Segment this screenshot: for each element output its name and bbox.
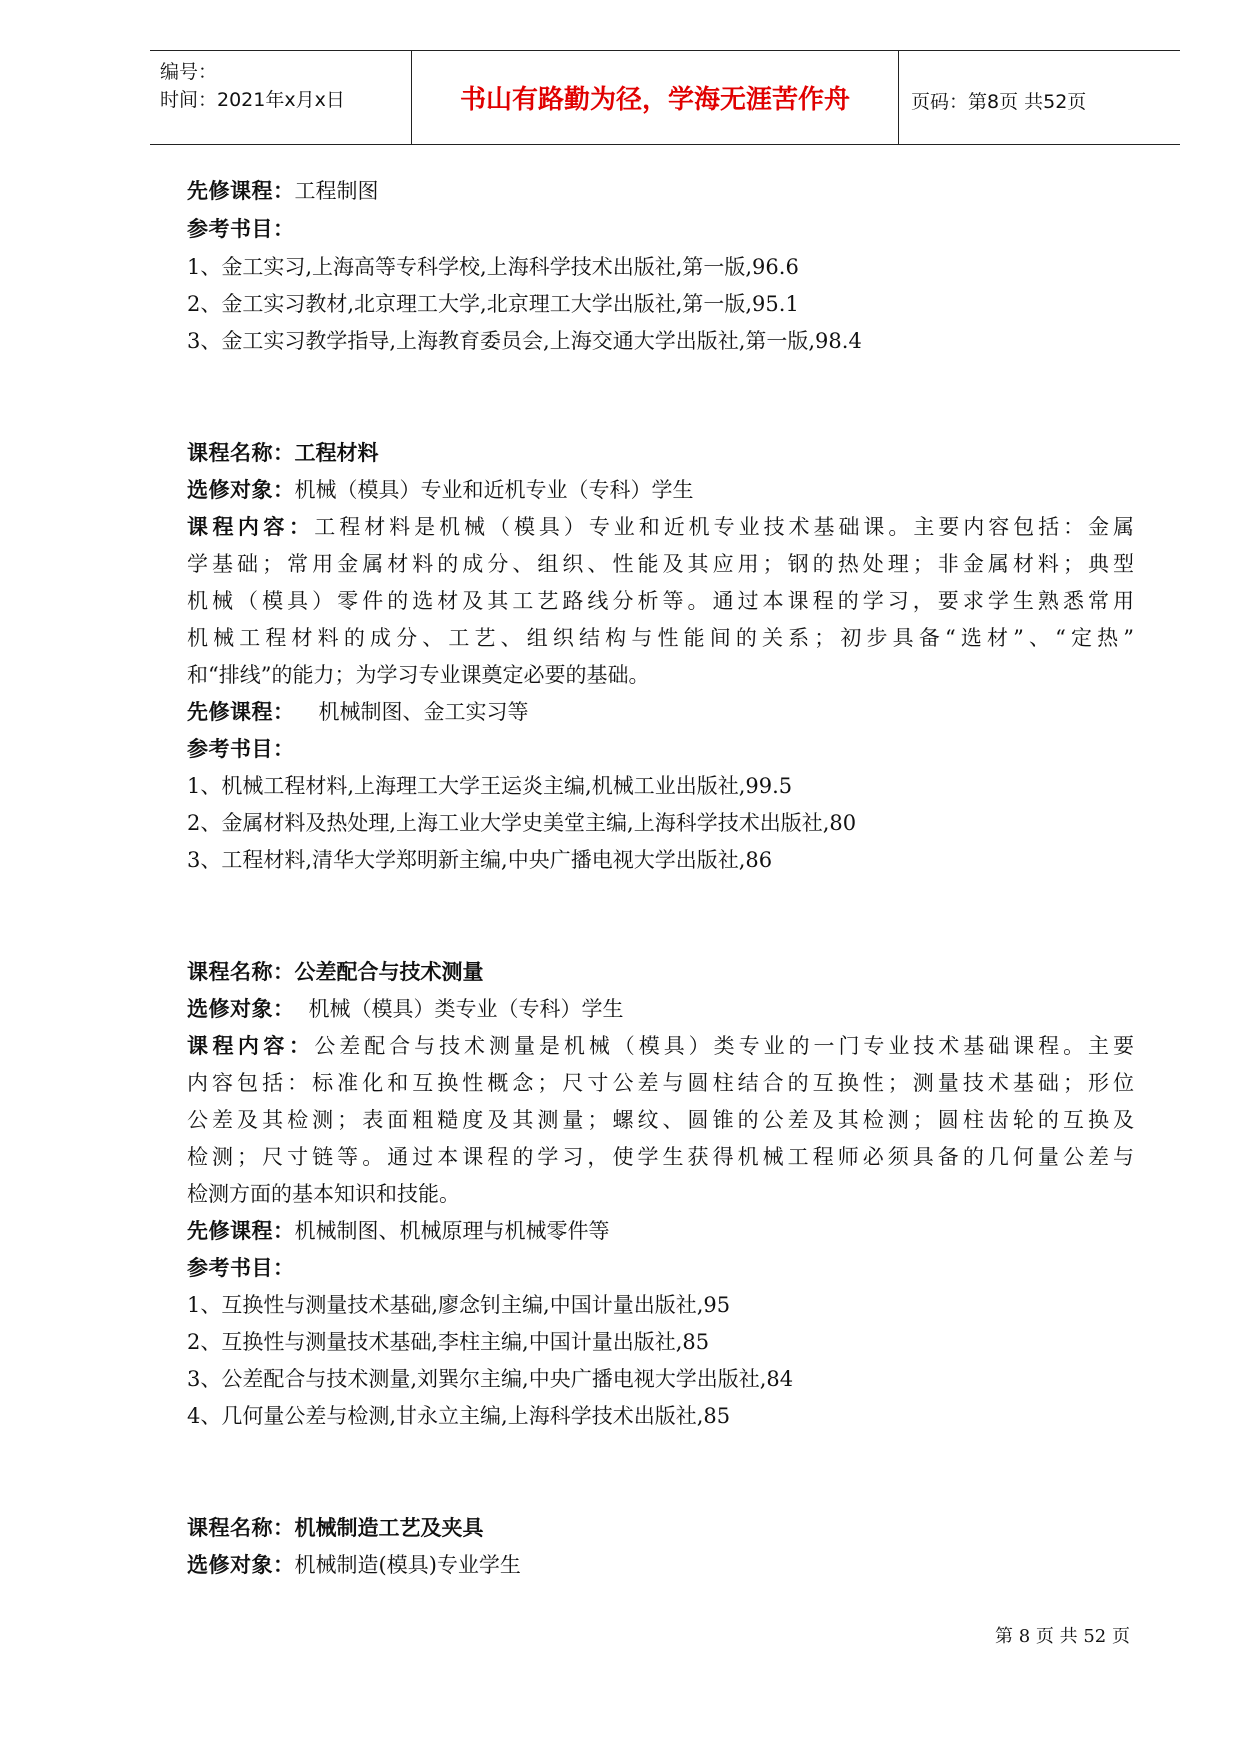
header-page-info: 页码：第8页 共52页 [911,91,1087,113]
prereq-value: 工程制图 [294,179,379,203]
target-label: 选修对象： [187,997,295,1021]
content-line: 公差及其检测；表面粗糙度及其测量；螺纹、圆锥的公差及其检测；圆柱齿轮的互换及 [187,1108,1134,1132]
course-name-value: 机械制造工艺及夹具 [294,1516,484,1540]
refs-label: 参考书目： [187,217,295,241]
page-footer: 第 8 页 共 52 页 [995,1626,1130,1647]
prereq-line [187,176,379,206]
target-label: 选修对象： [187,1553,295,1577]
course-name-value: 公差配合与技术测量 [294,960,484,984]
ref-item: 1、机械工程材料,上海理工大学王运炎主编,机械工业出版社,99.5 [187,774,793,798]
header-meta-cell [150,51,412,144]
content-line [187,1031,1134,1061]
content-label: 课程内容： [187,515,315,539]
prereq-value: 机械制图、金工实习等 [318,700,529,724]
document-time-label: 时间：2021年x月x日 [160,89,345,111]
page-header [150,50,1180,145]
header-motto: 书山有路勤为径，学海无涯苦作舟 [459,85,850,115]
course-name-line [187,1513,484,1543]
header-motto-cell [412,51,899,144]
refs-label: 参考书目： [187,1256,295,1280]
prereq-value: 机械制图、机械原理与机械零件等 [294,1219,610,1243]
target-line [187,475,694,505]
target-value: 机械（模具）类专业（专科）学生 [308,997,624,1021]
course-name-label: 课程名称： [187,960,295,984]
refs-label-line [187,214,295,244]
course-name-line [187,438,379,468]
content-line: 检测；尺寸链等。通过本课程的学习，使学生获得机械工程师必须具备的几何量公差与 [187,1145,1134,1169]
prereq-line [187,1216,610,1246]
refs-label: 参考书目： [187,737,295,761]
ref-item: 2、互换性与测量技术基础,李柱主编,中国计量出版社,85 [187,1330,710,1354]
content-line: 内容包括：标准化和互换性概念；尺寸公差与圆柱结合的互换性；测量技术基础；形位 [187,1071,1134,1095]
content-line [187,512,1134,542]
ref-item: 1、互换性与测量技术基础,廖念钊主编,中国计量出版社,95 [187,1293,731,1317]
target-value: 机械（模具）专业和近机专业（专科）学生 [294,478,694,502]
content-line: 机械工程材料的成分、工艺、组织结构与性能间的关系；初步具备“选材”、“定热” [187,626,1134,650]
refs-label-line [187,1253,295,1283]
ref-item: 3、金工实习教学指导,上海教育委员会,上海交通大学出版社,第一版,98.4 [187,329,862,353]
document-number-label: 编号： [160,61,218,83]
content-line: 学基础；常用金属材料的成分、组织、性能及其应用；钢的热处理；非金属材料；典型 [187,552,1134,576]
course-name-value: 工程材料 [294,441,379,465]
ref-item: 3、公差配合与技术测量,刘巽尔主编,中央广播电视大学出版社,84 [187,1367,794,1391]
target-value: 机械制造(模具)专业学生 [294,1553,521,1577]
prereq-label: 先修课程： [187,179,295,203]
header-page-cell [899,51,1180,144]
ref-item: 2、金属材料及热处理,上海工业大学史美堂主编,上海科学技术出版社,80 [187,811,857,835]
target-line [187,994,624,1024]
course-name-line [187,957,484,987]
ref-item: 3、工程材料,清华大学郑明新主编,中央广播电视大学出版社,86 [187,848,773,872]
course-name-label: 课程名称： [187,441,295,465]
content-line: 和“排线”的能力；为学习专业课奠定必要的基础。 [187,663,650,687]
content-text: 工程材料是机械（模具）专业和近机专业技术基础课。主要内容包括：金属 [314,515,1134,539]
target-label: 选修对象： [187,478,295,502]
refs-label-line [187,734,295,764]
content-line: 检测方面的基本知识和技能。 [187,1182,460,1206]
target-line [187,1550,521,1580]
ref-item: 2、金工实习教材,北京理工大学,北京理工大学出版社,第一版,95.1 [187,292,799,316]
content-line: 机械（模具）零件的选材及其工艺路线分析等。通过本课程的学习，要求学生熟悉常用 [187,589,1134,613]
content-text: 公差配合与技术测量是机械（模具）类专业的一门专业技术基础课程。主要 [314,1034,1134,1058]
prereq-line [187,697,529,727]
ref-item: 4、几何量公差与检测,甘永立主编,上海科学技术出版社,85 [187,1404,731,1428]
content-label: 课程内容： [187,1034,315,1058]
course-name-label: 课程名称： [187,1516,295,1540]
ref-item: 1、金工实习,上海高等专科学校,上海科学技术出版社,第一版,96.6 [187,255,799,279]
prereq-label: 先修课程： [187,700,295,724]
prereq-label: 先修课程： [187,1219,295,1243]
